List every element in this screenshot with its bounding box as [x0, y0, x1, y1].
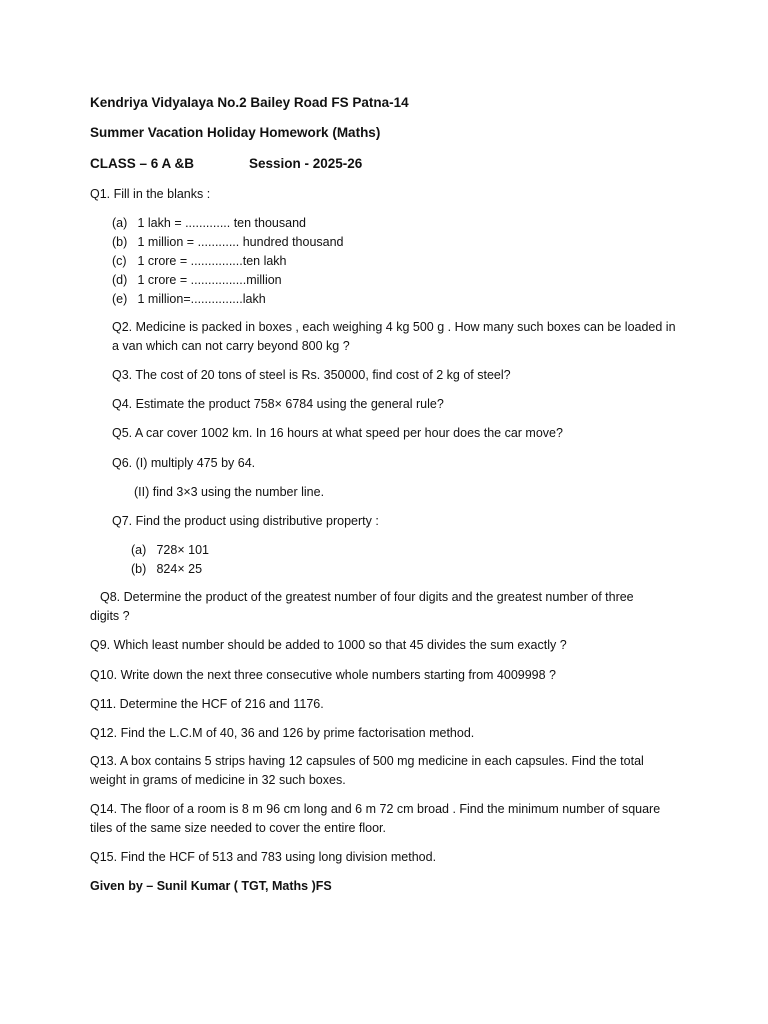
q1-item-b [112, 233, 344, 251]
teacher-signature: Given by – Sunil Kumar ( TGT, Maths )FS [90, 879, 332, 893]
session-label: Session - 2025-26 [249, 156, 363, 171]
homework-title: Summer Vacation Holiday Homework (Maths) [90, 125, 381, 140]
item-label: (c) [112, 254, 127, 268]
question-6-part-1: Q6. (I) multiply 475 by 64. [112, 456, 256, 470]
q1-item-d [112, 271, 282, 289]
class-label: CLASS – 6 A &B [90, 156, 195, 171]
item-text: 1 crore = ................million [137, 273, 282, 287]
question-8-line-2: digits ? [90, 609, 130, 623]
question-11: Q11. Determine the HCF of 216 and 1176. [90, 697, 324, 711]
question-6-part-2: (II) find 3×3 using the number line. [134, 485, 325, 499]
question-14-line-1: Q14. The floor of a room is 8 m 96 cm long and 6 m 72 cm broad . Find the minimum number of square [90, 802, 661, 816]
question-4: Q4. Estimate the product 758× 6784 using the general rule? [112, 397, 444, 411]
question-13-line-2: weight in grams of medicine in 32 such boxes. [90, 773, 346, 787]
question-12: Q12. Find the L.C.M of 40, 36 and 126 by prime factorisation method. [90, 726, 475, 740]
question-9: Q9. Which least number should be added to 1000 so that 45 divides the sum exactly ? [90, 638, 567, 652]
question-10: Q10. Write down the next three consecutive whole numbers starting from 4009998 ? [90, 668, 556, 682]
item-label: (b) [131, 562, 147, 576]
question-3: Q3. The cost of 20 tons of steel is Rs. 350000, find cost of 2 kg of steel? [112, 368, 511, 382]
item-label: (e) [112, 292, 128, 306]
item-text: 824× 25 [156, 562, 203, 576]
question-8-line-1: Q8. Determine the product of the greatest number of four digits and the greatest number of three [100, 590, 634, 604]
item-text: 1 lakh = ............. ten thousand [137, 216, 306, 230]
q7-item-b [131, 560, 202, 578]
question-15: Q15. Find the HCF of 513 and 783 using long division method. [90, 850, 437, 864]
item-label: (a) [112, 216, 128, 230]
q7-item-a [131, 541, 209, 559]
question-7-title: Q7. Find the product using distributive property : [112, 514, 379, 528]
item-text: 1 crore = ...............ten lakh [137, 254, 287, 268]
item-label: (d) [112, 273, 128, 287]
question-14-line-2: tiles of the same size needed to cover the entire floor. [90, 821, 387, 835]
question-5: Q5. A car cover 1002 km. In 16 hours at what speed per hour does the car move? [112, 426, 563, 440]
question-2-line-2: a van which can not carry beyond 800 kg ? [112, 339, 350, 353]
school-name: Kendriya Vidyalaya No.2 Bailey Road FS Patna-14 [90, 95, 409, 110]
question-13-line-1: Q13. A box contains 5 strips having 12 capsules of 500 mg medicine in each capsules. Find the total [90, 754, 644, 768]
class-session-row [90, 155, 490, 173]
item-text: 1 million = ............ hundred thousand [137, 235, 344, 249]
item-label: (b) [112, 235, 128, 249]
question-2-line-1: Q2. Medicine is packed in boxes , each weighing 4 kg 500 g . How many such boxes can be loaded in [112, 320, 676, 334]
item-text: 728× 101 [156, 543, 209, 557]
q1-item-e [112, 290, 266, 308]
item-text: 1 million=...............lakh [137, 292, 266, 306]
q1-item-a [112, 214, 306, 232]
item-label: (a) [131, 543, 147, 557]
question-1-title: Q1. Fill in the blanks : [90, 187, 211, 201]
q1-item-c [112, 252, 287, 270]
